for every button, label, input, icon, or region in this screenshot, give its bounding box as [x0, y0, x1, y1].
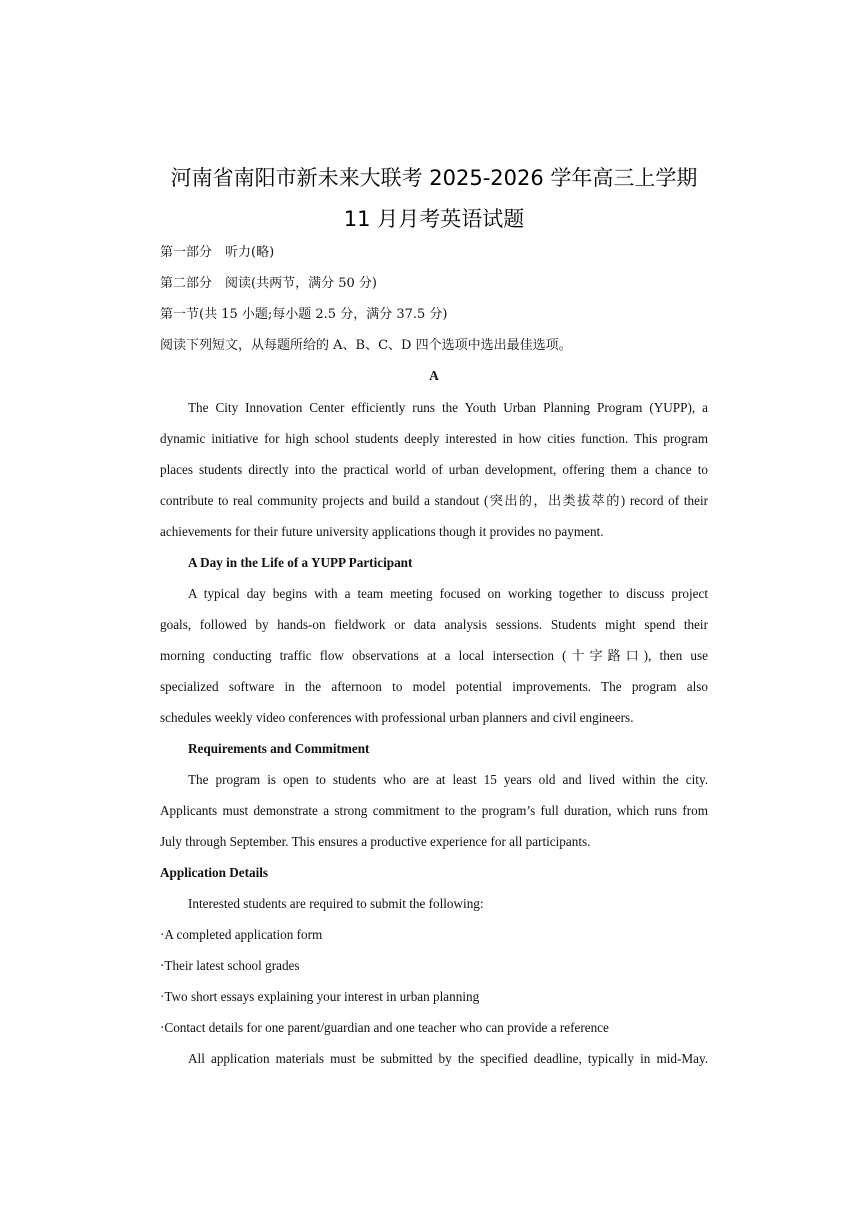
passage-label: A — [429, 368, 439, 383]
intro-line: contribute to real community projects and build a standout (突出的，出类拔萃的) record of their — [160, 493, 708, 508]
application-item: ·Two short essays explaining your interest in urban planning — [160, 989, 480, 1004]
day-line: morning conducting traffic flow observations at a local intersection (十字路口), then use — [160, 648, 708, 663]
application-item: ·Their latest school grades — [160, 958, 300, 973]
day-line: A typical day begins with a team meeting focused on working together to discuss project — [188, 586, 708, 601]
application-item: ·Contact details for one parent/guardian and one teacher who can provide a reference — [160, 1020, 609, 1035]
section-heading-requirements: Requirements and Commitment — [188, 741, 370, 756]
instruction-text: 阅读下列短文，从每题所给的 A、B、C、D 四个选项中选出最佳选项。 — [160, 338, 572, 353]
day-line: schedules weekly video conferences with professional urban planners and civil engineers. — [160, 710, 634, 725]
section1-heading: 第一节(共 15 小题;每小题 2.5 分，满分 37.5 分) — [160, 307, 448, 322]
section-heading-application: Application Details — [160, 865, 269, 880]
day-line: goals, followed by hands-on fieldwork or data analysis sessions. Students might spend their — [160, 617, 708, 632]
application-intro: Interested students are required to submit the following: — [188, 896, 484, 911]
part2-heading: 第二部分 阅读(共两节，满分 50 分) — [160, 276, 377, 291]
deadline-text: All application materials must be submitted by the specified deadline, typically in mid-May. — [188, 1051, 708, 1066]
intro-line: achievements for their future university applications though it provides no payment. — [160, 524, 604, 539]
day-line: specialized software in the afternoon to model potential improvements. The program also — [160, 679, 708, 694]
requirements-line: Applicants must demonstrate a strong commitment to the program’s full duration, which runs from — [160, 803, 708, 818]
requirements-line: July through September. This ensures a productive experience for all participants. — [160, 834, 591, 849]
part1-heading: 第一部分 听力(略) — [160, 245, 275, 260]
intro-line: The City Innovation Center efficiently runs the Youth Urban Planning Program (YUPP), a — [188, 400, 708, 415]
intro-line: dynamic initiative for high school students deeply interested in how cities function. This program — [160, 431, 708, 446]
application-item: ·A completed application form — [160, 927, 323, 942]
section-heading-day: A Day in the Life of a YUPP Participant — [188, 555, 413, 570]
exam-title-line1: 河南省南阳市新未来大联考 2025-2026 学年高三上学期 — [170, 166, 698, 190]
requirements-line: The program is open to students who are at least 15 years old and lived within the city. — [188, 772, 708, 787]
intro-line: places students directly into the practical world of urban development, offering them a chance to — [160, 462, 708, 477]
exam-title-line2: 11 月月考英语试题 — [343, 207, 525, 231]
